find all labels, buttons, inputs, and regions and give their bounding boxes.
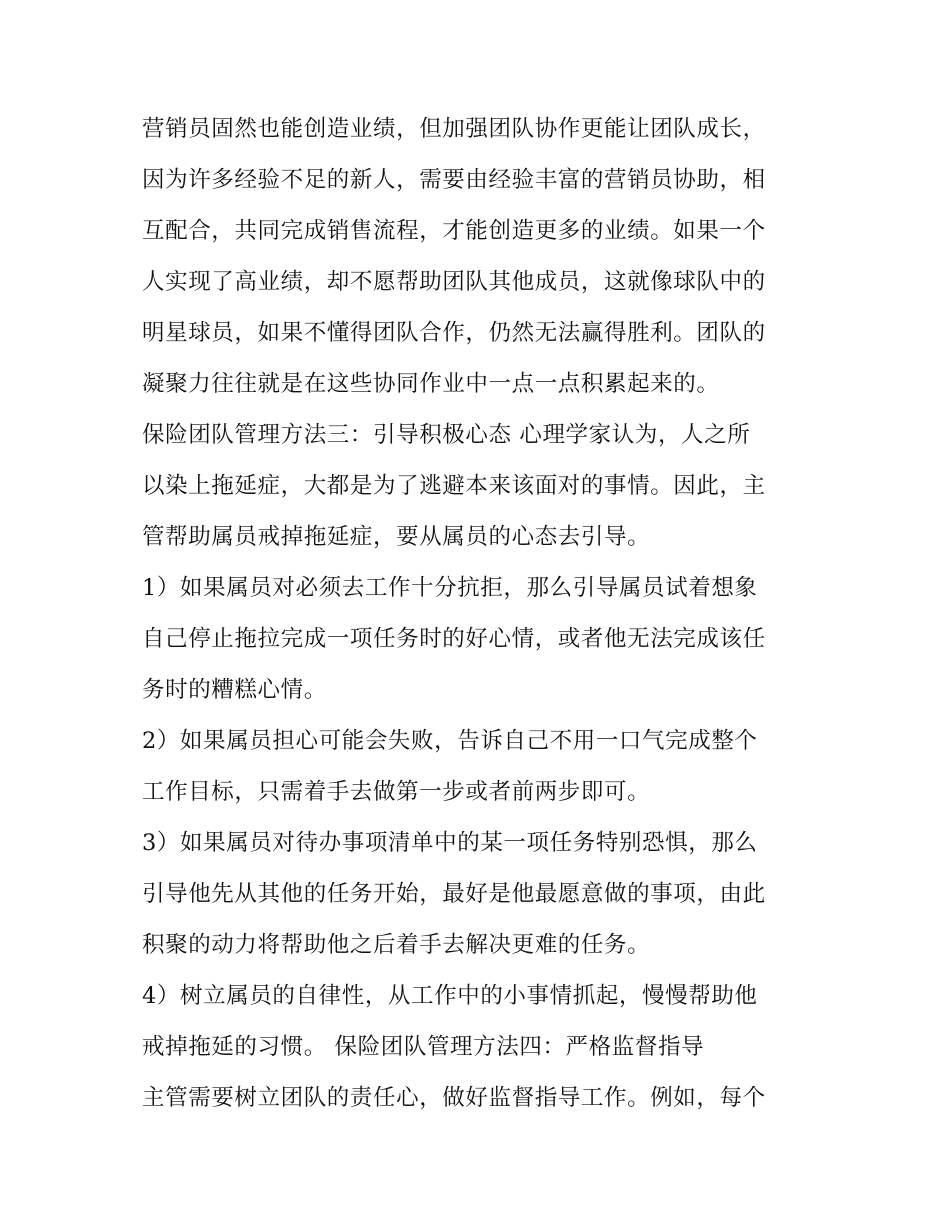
list-item-1: 1）如果属员对必须去工作十分抗拒，那么引导属员试着想象 bbox=[142, 575, 758, 601]
section-heading-method-three: 保险团队管理方法三：引导积极心态 心理学家认为，人之所 bbox=[142, 422, 751, 448]
text-line: 以染上拖延症，大都是为了逃避本来该面对的事情。因此，主 bbox=[142, 473, 766, 499]
text-line: 管帮助属员戒掉拖延症，要从属员的心态去引导。 bbox=[142, 524, 651, 550]
text-line: 凝聚力往往就是在这些协同作业中一点一点积累起来的。 bbox=[142, 371, 720, 397]
list-item-4: 4）树立属员的自律性，从工作中的小事情抓起，慢慢帮助他 bbox=[142, 983, 758, 1009]
text-line: 营销员固然也能创造业绩，但加强团队协作更能让团队成长， bbox=[142, 116, 766, 142]
text-line: 互配合，共同完成销售流程，才能创造更多的业绩。如果一个 bbox=[142, 218, 766, 244]
text-line: 工作目标，只需着手去做第一步或者前两步即可。 bbox=[142, 779, 651, 805]
list-item-2: 2）如果属员担心可能会失败，告诉自己不用一口气完成整个 bbox=[142, 728, 758, 754]
text-line: 人实现了高业绩，却不愿帮助团队其他成员，这就像球队中的 bbox=[142, 269, 766, 295]
text-line: 因为许多经验不足的新人，需要由经验丰富的营销员协助，相 bbox=[142, 167, 766, 193]
document-body bbox=[142, 104, 822, 1124]
text-line: 引导他先从其他的任务开始，最好是他最愿意做的事项，由此 bbox=[142, 881, 766, 907]
text-line: 务时的糟糕心情。 bbox=[142, 677, 327, 703]
list-item-3: 3）如果属员对待办事项清单中的某一项任务特别恐惧，那么 bbox=[142, 830, 758, 856]
text-line: 自己停止拖拉完成一项任务时的好心情，或者他无法完成该任 bbox=[142, 626, 766, 652]
section-heading-method-four: 戒掉拖延的习惯。 保险团队管理方法四：严格监督指导 bbox=[142, 1034, 705, 1060]
text-line: 明星球员，如果不懂得团队合作，仍然无法赢得胜利。团队的 bbox=[142, 320, 766, 346]
text-line: 主管需要树立团队的责任心，做好监督指导工作。例如，每个 bbox=[142, 1085, 766, 1111]
text-line: 积聚的动力将帮助他之后着手去解决更难的任务。 bbox=[142, 932, 651, 958]
